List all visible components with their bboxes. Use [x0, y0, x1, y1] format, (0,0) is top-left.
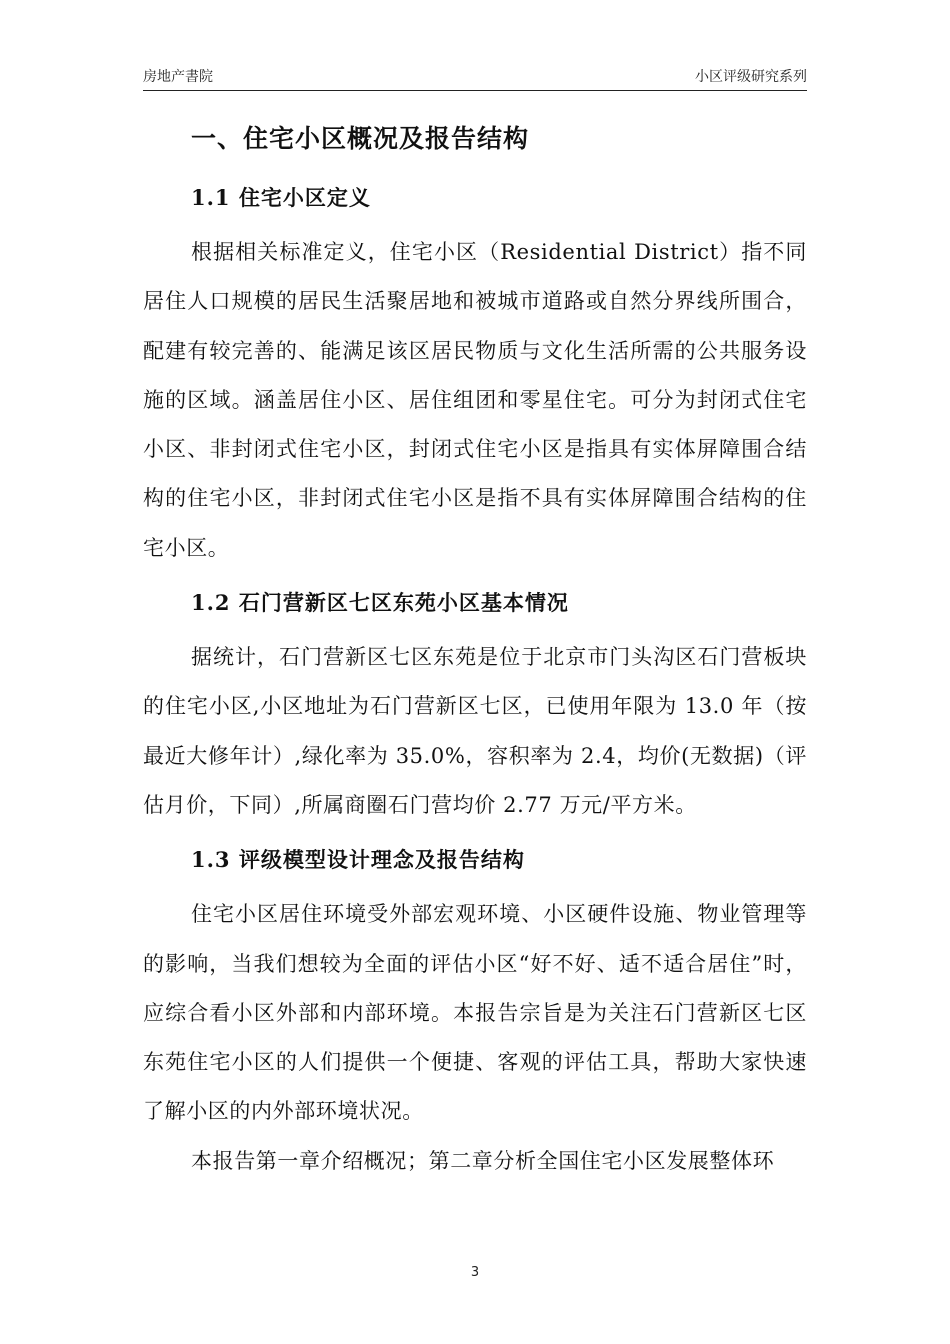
section-1-3-paragraph-2: 本报告第一章介绍概况；第二章分析全国住宅小区发展整体环	[191, 1148, 775, 1173]
section-1-3-paragraph-1: 住宅小区居住环境受外部宏观环境、小区硬件设施、物业管理等的影响，当我们想较为全面的评估小区“好不好、适不适合居住”时，应综合看小区外部和内部环境。本报告宗旨是为关注石门营新区七区东苑住宅小区的人们提供一个便捷、客观的评估工具，帮助大家快速了解小区的内外部环境状况。	[143, 902, 807, 1124]
header-series-title: 小区评级研究系列	[695, 69, 807, 85]
page-number: 3	[470, 1265, 480, 1280]
page-body	[143, 110, 807, 1186]
header-publisher: 房地产書院	[143, 69, 213, 85]
section-title-1-3: 1.3 评级模型设计理念及报告结构	[191, 847, 525, 873]
section-1-2-paragraph: 据统计，石门营新区七区东苑是位于北京市门头沟区石门营板块的住宅小区,小区地址为石门营新区七区，已使用年限为 13.0 年（按最近大修年计）,绿化率为 35.0%，容积率为 2.4，均价(无数据)（评估月价，下同）,所属商圈石门营均价 2.77 万元/平方米。	[143, 645, 807, 817]
chapter-title: 一、住宅小区概况及报告结构	[191, 124, 530, 153]
section-title-1-2: 1.2 石门营新区七区东苑小区基本情况	[191, 590, 569, 616]
section-title-1-1: 1.1 住宅小区定义	[191, 185, 371, 210]
section-1-1-paragraph: 根据相关标准定义，住宅小区（Residential District）指不同居住人口规模的居民生活聚居地和被城市道路或自然分界线所围合，配建有较完善的、能满足该区居民物质与文化生活所需的公共服务设施的区域。涵盖居住小区、居住组团和零星住宅。可分为封闭式住宅小区、非封闭式住宅小区，封闭式住宅小区是指具有实体屏障围合结构的住宅小区，非封闭式住宅小区是指不具有实体屏障围合结构的住宅小区。	[143, 240, 807, 560]
header-divider	[143, 90, 807, 91]
page-header	[143, 66, 807, 88]
